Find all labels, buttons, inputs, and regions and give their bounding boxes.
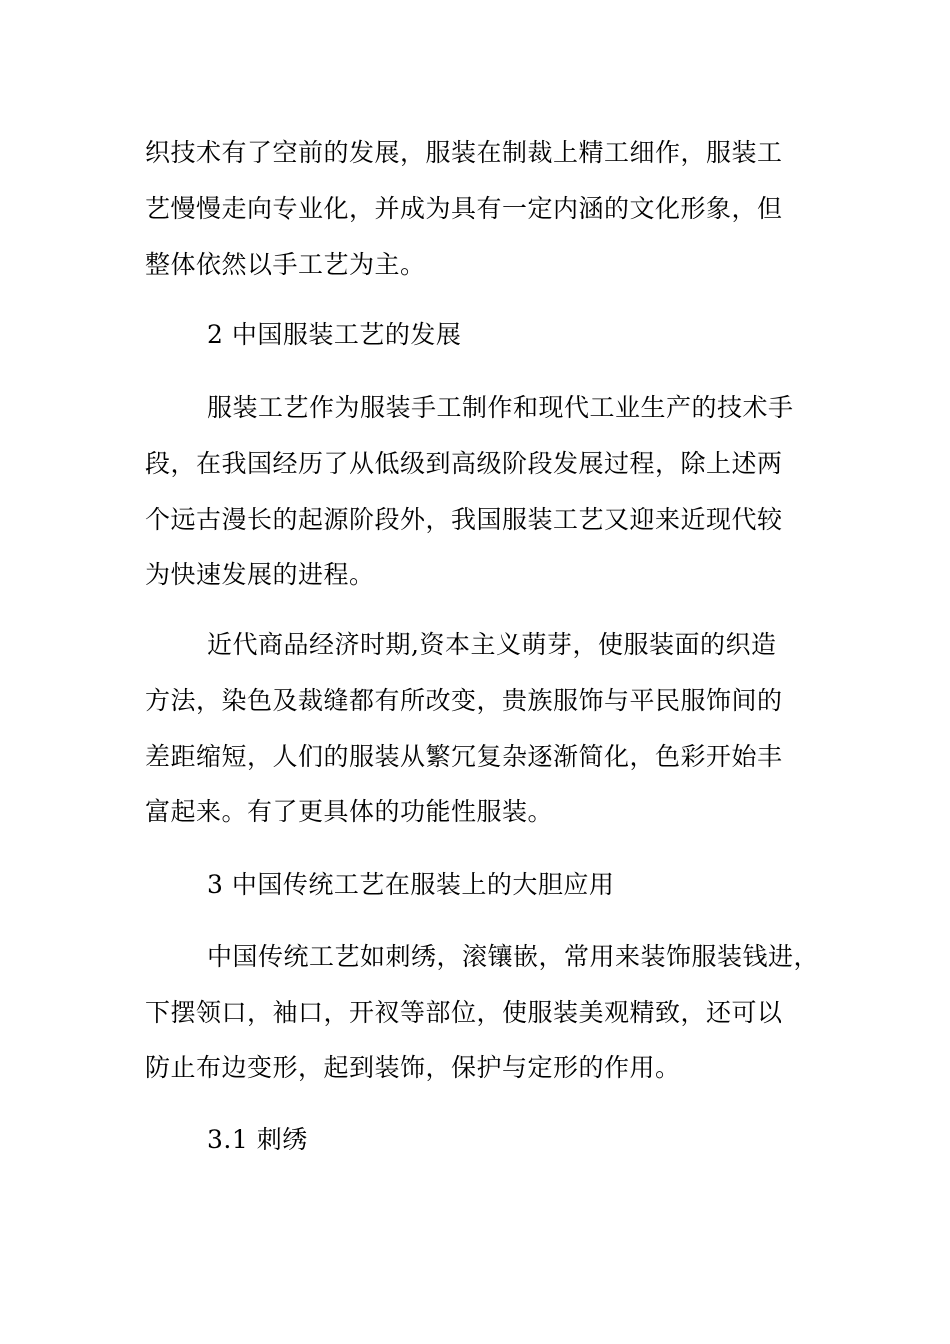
text-line: 防止布边变形，起到装饰，保护与定形的作用。 bbox=[145, 1053, 681, 1082]
text-line: 艺慢慢走向专业化，并成为具有一定内涵的文化形象，但 bbox=[145, 194, 783, 223]
section-heading-3-1: 3.1 刺绣 bbox=[207, 1125, 308, 1154]
text-line: 中国传统工艺如刺绣，滚镶嵌，常用来装饰服装钱进， bbox=[207, 942, 820, 971]
text-line: 富起来。有了更具体的功能性服装。 bbox=[145, 797, 554, 826]
text-line: 为快速发展的进程。 bbox=[145, 560, 375, 589]
text-line: 织技术有了空前的发展，服装在制裁上精工细作，服装工 bbox=[145, 138, 783, 167]
text-line: 整体依然以手工艺为主。 bbox=[145, 250, 426, 279]
text-line: 方法，染色及裁缝都有所改变，贵族服饰与平民服饰间的 bbox=[145, 686, 783, 715]
section-heading-3: 3 中国传统工艺在服装上的大胆应用 bbox=[207, 870, 615, 899]
text-line: 段，在我国经历了从低级到高级阶段发展过程，除上述两 bbox=[145, 449, 783, 478]
text-line: 下摆领口，袖口，开衩等部位，使服装美观精致，还可以 bbox=[145, 998, 783, 1027]
text-line: 差距缩短，人们的服装从繁冗复杂逐渐简化，色彩开始丰 bbox=[145, 742, 783, 771]
section-heading-2: 2 中国服装工艺的发展 bbox=[207, 320, 462, 349]
text-line: 近代商品经济时期,资本主义萌芽，使服装面的织造 bbox=[207, 630, 777, 659]
text-line: 个远古漫长的起源阶段外，我国服装工艺又迎来近现代较 bbox=[145, 505, 783, 534]
text-line: 服装工艺作为服装手工制作和现代工业生产的技术手 bbox=[207, 393, 794, 422]
